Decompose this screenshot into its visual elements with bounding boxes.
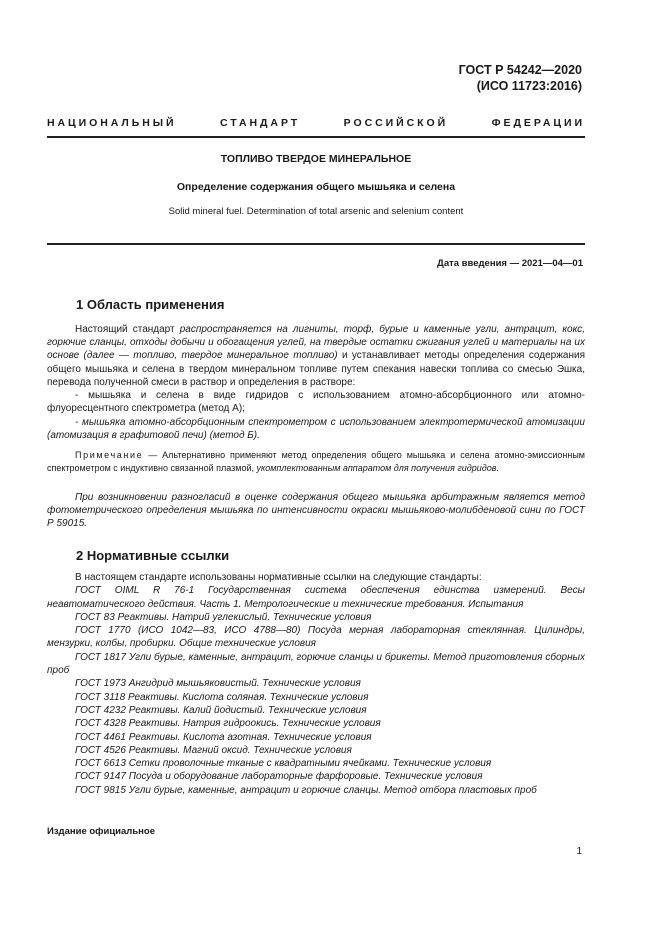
document-title: ТОПЛИВО ТВЕРДОЕ МИНЕРАЛЬНОЕ: [220, 153, 412, 165]
national-standard-banner: НАЦИОНАЛЬНЫЙ СТАНДАРТ РОССИЙСКОЙ ФЕДЕРАЦИИ: [47, 117, 585, 129]
section-2-heading: 2 Нормативные ссылки: [76, 548, 230, 563]
reference-item: ГОСТ 1817 Угли бурые, каменные, антрацит, горючие сланцы и брикеты. Метод приготовления сборных проб: [47, 651, 585, 677]
reference-item: ГОСТ 4461 Реактивы. Кислота азотная. Технические условия: [75, 731, 372, 743]
reference-item: ГОСТ 3118 Реактивы. Кислота соляная. Технические условия: [75, 691, 369, 703]
references-list: [47, 571, 585, 797]
page-number: 1: [576, 846, 582, 857]
reference-item: ГОСТ 1770 (ИСО 1042—83, ИСО 4788—80) Посуда мерная лабораторная стеклянная. Цилиндры, мензурки, колбы, пробирки. Общие технические условия: [47, 625, 585, 650]
reference-item: ГОСТ 4328 Реактивы. Натрия гидроокись. Технические условия: [75, 718, 381, 730]
references-intro: В настоящем стандарте использованы нормативные ссылки на следующие стандарты:: [75, 572, 482, 583]
edition-label: Издание официальное: [47, 826, 155, 837]
reference-item: ГОСТ 9147 Посуда и оборудование лабораторные фарфоровые. Технические условия: [75, 771, 483, 783]
note-paragraph: Примечание — Альтернативно применяют метод определения общего мышьяка и селена атомно-эмиссионным спектрометром с индуктивно связанной плазмой, укомплектованным аппаратом для получения гидридов.: [47, 450, 585, 473]
document-subtitle: Определение содержания общего мышьяка и селена: [176, 181, 456, 193]
method-b-item: - мышьяка атомно-абсорбционным спектрометром с использованием электротермической атомизации (атомизация в графитовой печи) (метод Б).: [47, 417, 585, 442]
arbitration-paragraph: При возникновении разногласий в оценке содержания общего мышьяка арбитражным является метод фотометрического определения мышьяка по интенсивности окраски мышьяково-молибденовой сини по ГОСТ Р 59015.: [47, 492, 585, 530]
reference-item: ГОСТ 4232 Реактивы. Калий йодистый. Технические условия: [75, 704, 367, 716]
reference-item: ГОСТ 6613 Сетки проволочные тканые с квадратными ячейками. Технические условия: [75, 758, 492, 770]
method-a-item: - мышьяка и селена в виде гидридов с использованием атомно-абсорбционного или атомно-флуоресцентного спектрометра (метод А);: [47, 390, 585, 415]
reference-item: ГОСТ 1973 Ангидрид мышьяковистый. Технические условия: [75, 678, 361, 690]
introduction-date: Дата введения — 2021—04—01: [437, 258, 583, 269]
reference-item: ГОСТ OIML R 76-1 Государственная система обеспечения единства измерений. Весы неавтоматического действия. Часть 1. Метрологические и технические требования. Испытания: [47, 585, 585, 610]
standard-number: ГОСТ Р 54242—2020: [458, 63, 582, 77]
reference-item: ГОСТ 83 Реактивы. Натрий углекислый. Технические условия: [75, 611, 372, 623]
section-1-heading: 1 Область применения: [76, 297, 225, 312]
reference-item: ГОСТ 9815 Угли бурые, каменные, антрацит и горючие сланцы. Метод отбора пластовых проб: [75, 784, 537, 796]
reference-item: ГОСТ 4526 Реактивы. Магний оксид. Технические условия: [75, 744, 352, 756]
scope-paragraph: Настоящий стандарт распространяется на лигниты, торф, бурые и каменные угли, антрацит, кокс, горючие сланцы, отходы добычи и обогащения углей, на твердые остатки сжигания углей и материалы на их основе (далее — топливо, твердое минеральное топливо) и устанавливает методы определения содержания общего мышьяка и селена в твердом минеральном топливе путем спекания навески топлива со смесью Эшка, перевода полученной смеси в раствор и определения в растворе:: [47, 324, 586, 388]
divider-bottom: [47, 243, 585, 245]
iso-reference: (ИСО 11723:2016): [476, 79, 582, 93]
english-title: Solid mineral fuel. Determination of total arsenic and selenium content: [168, 206, 464, 217]
note-label: Примечание: [75, 450, 144, 460]
divider-top: [47, 136, 585, 138]
